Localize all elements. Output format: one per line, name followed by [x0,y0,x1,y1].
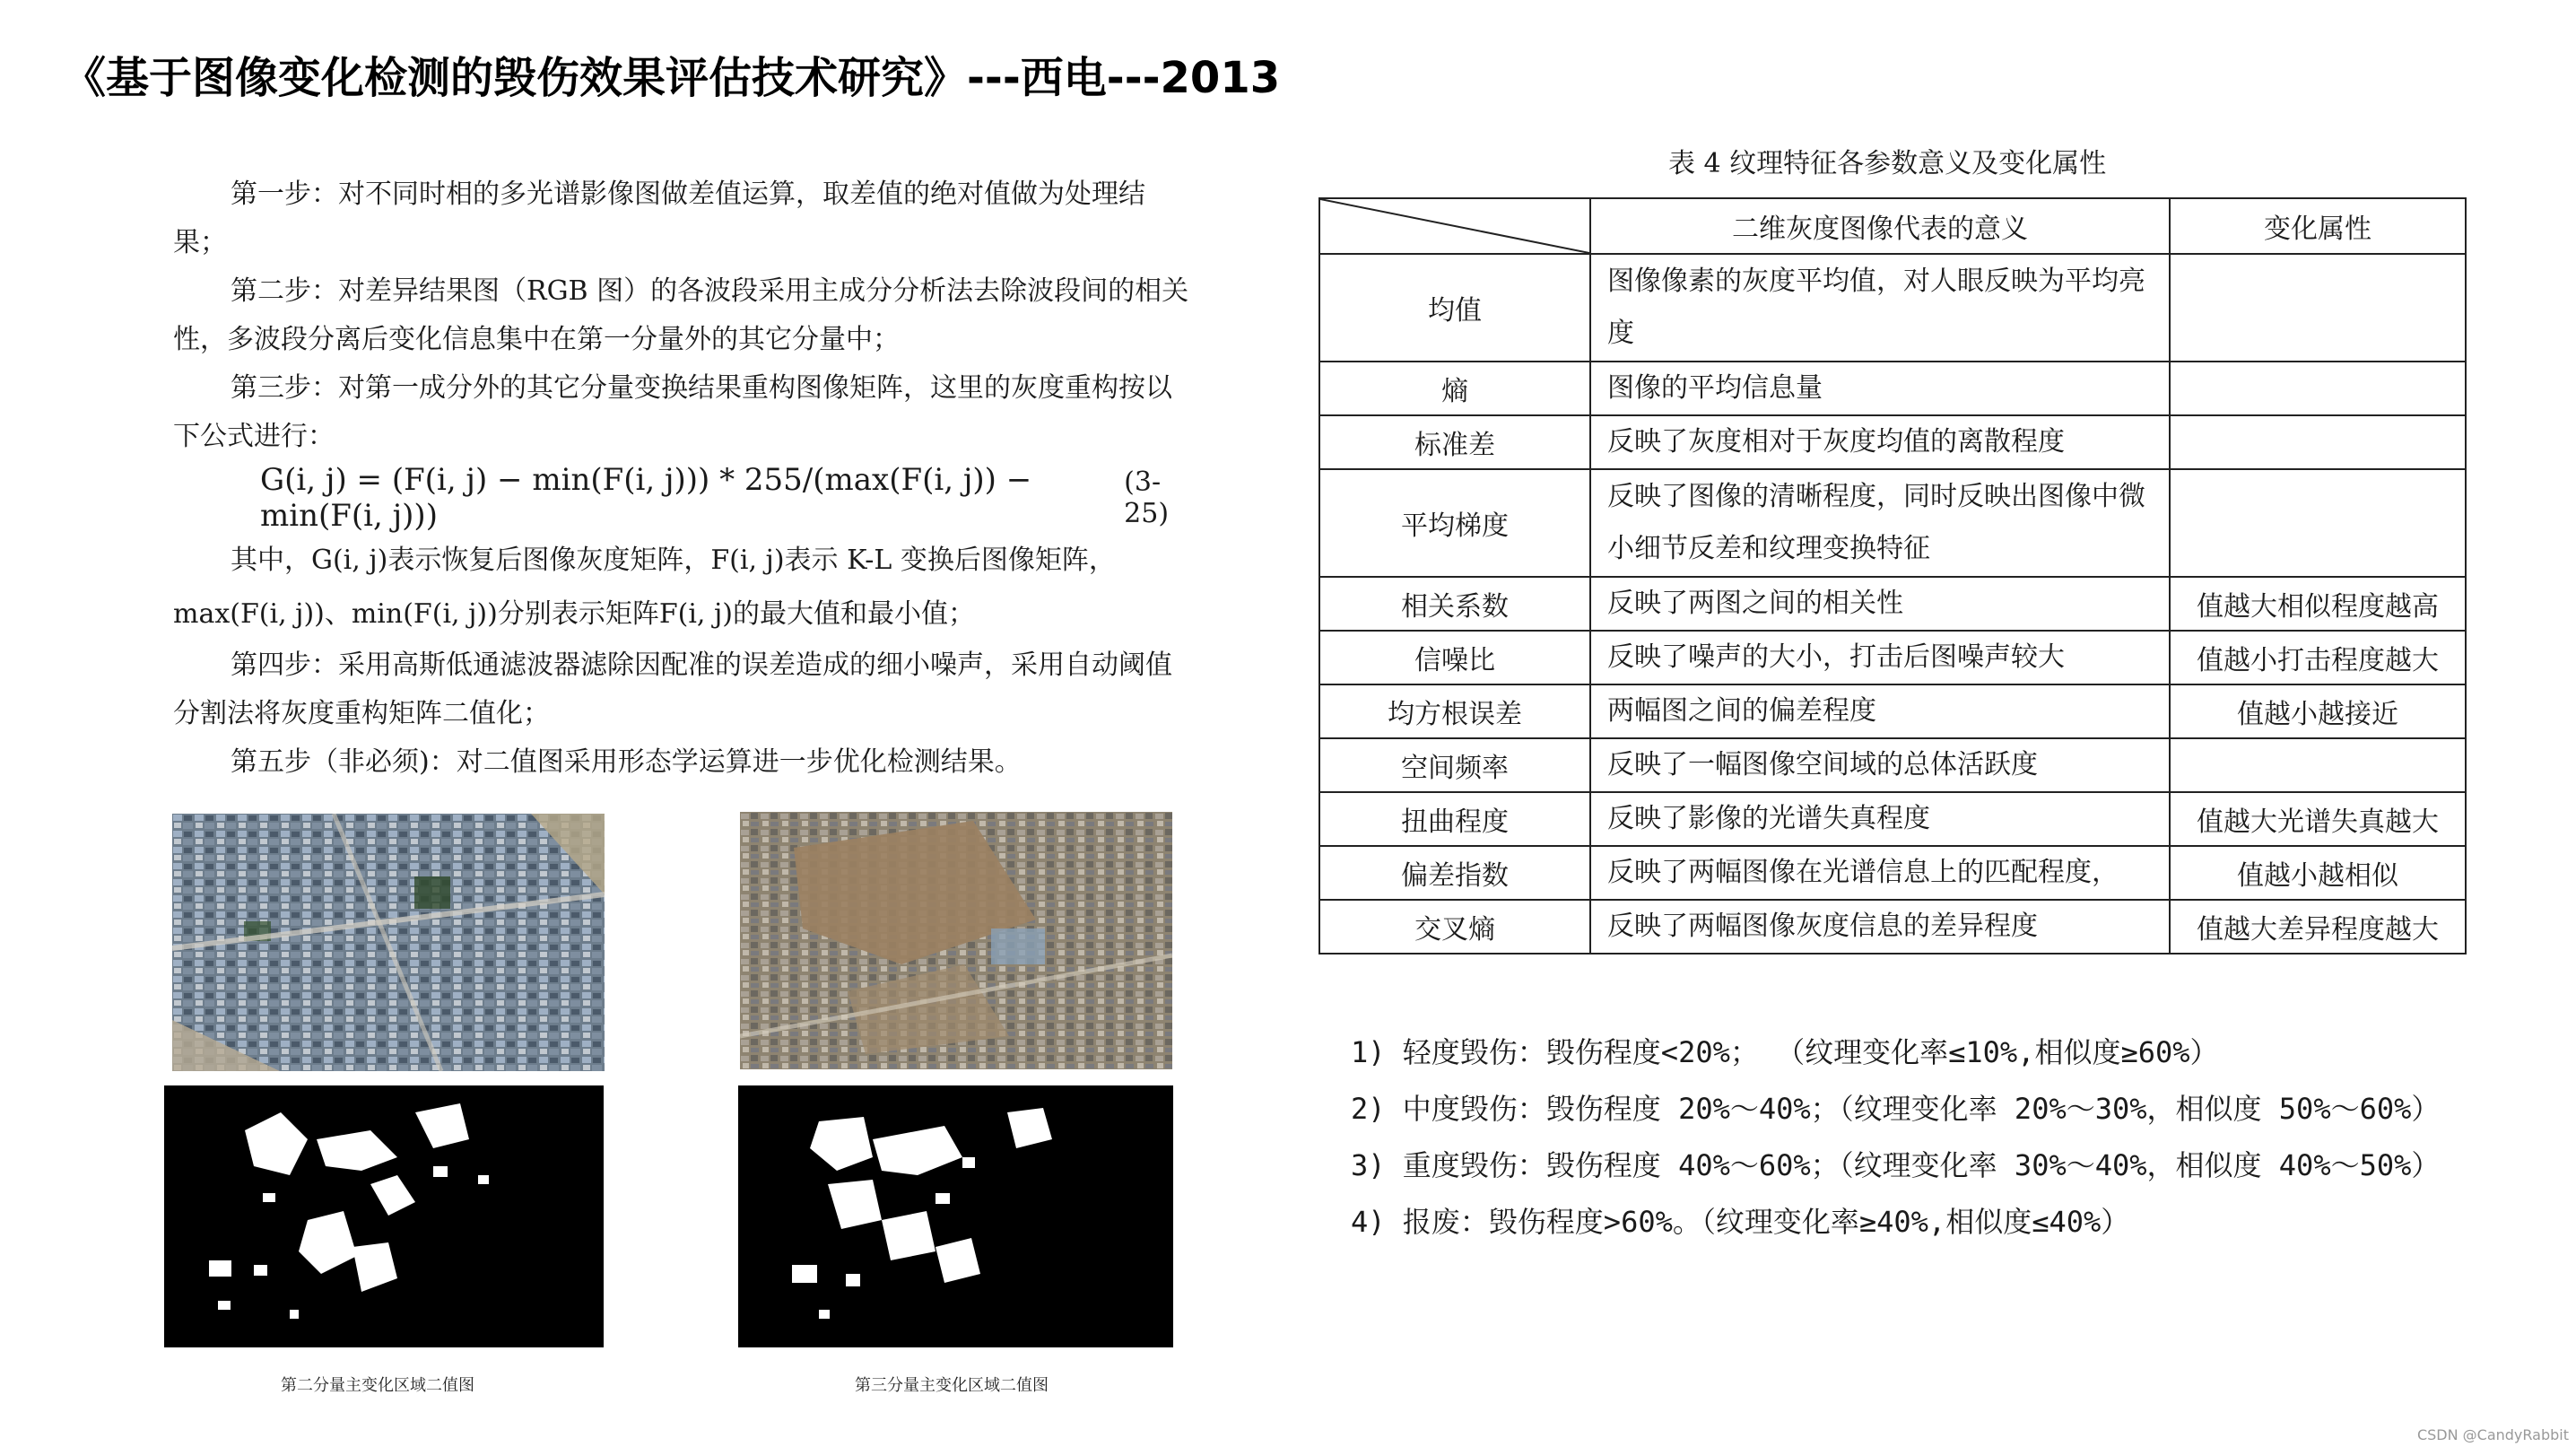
table-row [1319,846,2466,900]
table-cell-name: 标准差 [1319,415,1590,469]
table-row [1319,792,2466,846]
damage-level-3: 3) 重度毁伤：毁伤程度 40%～60%；（纹理变化率 30%～40%，相似度 40%～50%） [1351,1148,2441,1182]
table-cell-name: 相关系数 [1319,577,1590,631]
watermark: CSDN @CandyRabbit [2416,1426,2569,1443]
table-cell-name: 偏差指数 [1319,846,1590,900]
table-cell-attribute [2170,469,2466,577]
step-5: 第五步（非必须)：对二值图采用形态学运算进一步优化检测结果。 [231,746,1022,778]
table-cell-name: 均值 [1319,254,1590,362]
table-cell-meaning: 图像的平均信息量 [1590,362,2170,415]
table-cell-attribute [2170,415,2466,469]
binary-change-map-third-component [738,1085,1173,1347]
steps-text-2 [173,534,1196,787]
formula [260,462,1197,534]
table-row [1319,254,2466,362]
table-cell-meaning: 反映了一幅图像空间域的总体活跃度 [1590,738,2170,792]
table-cell-meaning: 反映了两图之间的相关性 [1590,577,2170,631]
table-header-corner [1319,198,1590,254]
table-row [1319,684,2466,738]
table-cell-name: 平均梯度 [1319,469,1590,577]
table-cell-attribute [2170,362,2466,415]
table-header-row [1319,198,2466,254]
step-3: 第三步：对第一成分外的其它分量变换结果重构图像矩阵，这里的灰度重构按以下公式进行： [173,372,1172,452]
table-row [1319,577,2466,631]
table-cell-attribute: 值越大光谱失真越大 [2170,792,2466,846]
caption-left: 第二分量主变化区域二值图 [281,1376,474,1395]
steps-text [173,170,1196,461]
table-cell-meaning: 反映了图像的清晰程度，同时反映出图像中微小细节反差和纹理变换特征 [1590,469,2170,577]
satellite-image-before [172,814,605,1071]
formula-number: (3-25) [1124,466,1170,529]
table-cell-name: 交叉熵 [1319,900,1590,954]
table-title: 表 4 纹理特征各参数意义及变化属性 [1668,148,2107,179]
table-header-attribute: 变化属性 [2170,198,2466,254]
table-cell-attribute: 值越小越接近 [2170,684,2466,738]
damage-level-1: 1) 轻度毁伤：毁伤程度<20%； （纹理变化率≤10%,相似度≥60%） [1351,1035,2219,1069]
table-cell-attribute: 值越小打击程度越大 [2170,631,2466,684]
table-cell-meaning: 反映了噪声的大小，打击后图噪声较大 [1590,631,2170,684]
table-row [1319,469,2466,577]
table-row [1319,900,2466,954]
table-cell-attribute [2170,254,2466,362]
table-header-meaning: 二维灰度图像代表的意义 [1590,198,2170,254]
table-cell-meaning: 反映了灰度相对于灰度均值的离散程度 [1590,415,2170,469]
where-line-2: max(F(i, j))、min(F(i, j))分别表示矩阵F(i, j)的最大值和最小值； [173,598,976,630]
step-4: 第四步：采用高斯低通滤波器滤除因配准的误差造成的细小噪声，采用自动阈值分割法将灰度重构矩阵二值化； [173,649,1172,729]
where-line-1: 其中，G(i, j)表示恢复后图像灰度矩阵，F(i, j)表示 K-L 变换后图像矩阵， [231,545,1116,576]
step-1: 第一步：对不同时相的多光谱影像图做差值运算，取差值的绝对值做为处理结果； [173,179,1145,258]
table-cell-meaning: 反映了两幅图像灰度信息的差异程度 [1590,900,2170,954]
table-cell-name: 信噪比 [1319,631,1590,684]
satellite-image-after [740,812,1172,1069]
step-2: 第二步：对差异结果图（RGB 图）的各波段采用主成分分析法去除波段间的相关性，多波段分离后变化信息集中在第一分量外的其它分量中； [173,275,1189,355]
damage-level-list [1283,1024,2520,1251]
table-cell-attribute: 值越大相似程度越高 [2170,577,2466,631]
table-cell-attribute [2170,738,2466,792]
formula-expression: G(i, j) = (F(i, j) − min(F(i, j))) * 255/(max(F(i, j)) − min(F(i, j))) [260,462,1032,534]
table-cell-name: 空间频率 [1319,738,1590,792]
table-cell-meaning: 反映了两幅图像在光谱信息上的匹配程度， [1590,846,2170,900]
table-row [1319,738,2466,792]
table-cell-attribute: 值越大差异程度越大 [2170,900,2466,954]
table-cell-meaning: 图像像素的灰度平均值，对人眼反映为平均亮度 [1590,254,2170,362]
damage-level-2: 2) 中度毁伤：毁伤程度 20%～40%；（纹理变化率 20%～30%，相似度 50%～60%） [1351,1092,2441,1126]
damage-level-4: 4) 报废：毁伤程度>60%。（纹理变化率≥40%,相似度≤40%） [1351,1205,2130,1239]
binary-change-map-second-component [164,1085,604,1347]
table-cell-name: 熵 [1319,362,1590,415]
table-cell-attribute: 值越小越相似 [2170,846,2466,900]
table-cell-name: 均方根误差 [1319,684,1590,738]
texture-feature-table [1318,197,2467,954]
table-cell-meaning: 反映了影像的光谱失真程度 [1590,792,2170,846]
table-row [1319,415,2466,469]
page-title: 《基于图像变化检测的毁伤效果评估技术研究》---西电---2013 [63,53,1281,103]
caption-right: 第三分量主变化区域二值图 [855,1376,1049,1395]
table-cell-name: 扭曲程度 [1319,792,1590,846]
table-cell-meaning: 两幅图之间的偏差程度 [1590,684,2170,738]
table-row [1319,631,2466,684]
table-row [1319,362,2466,415]
